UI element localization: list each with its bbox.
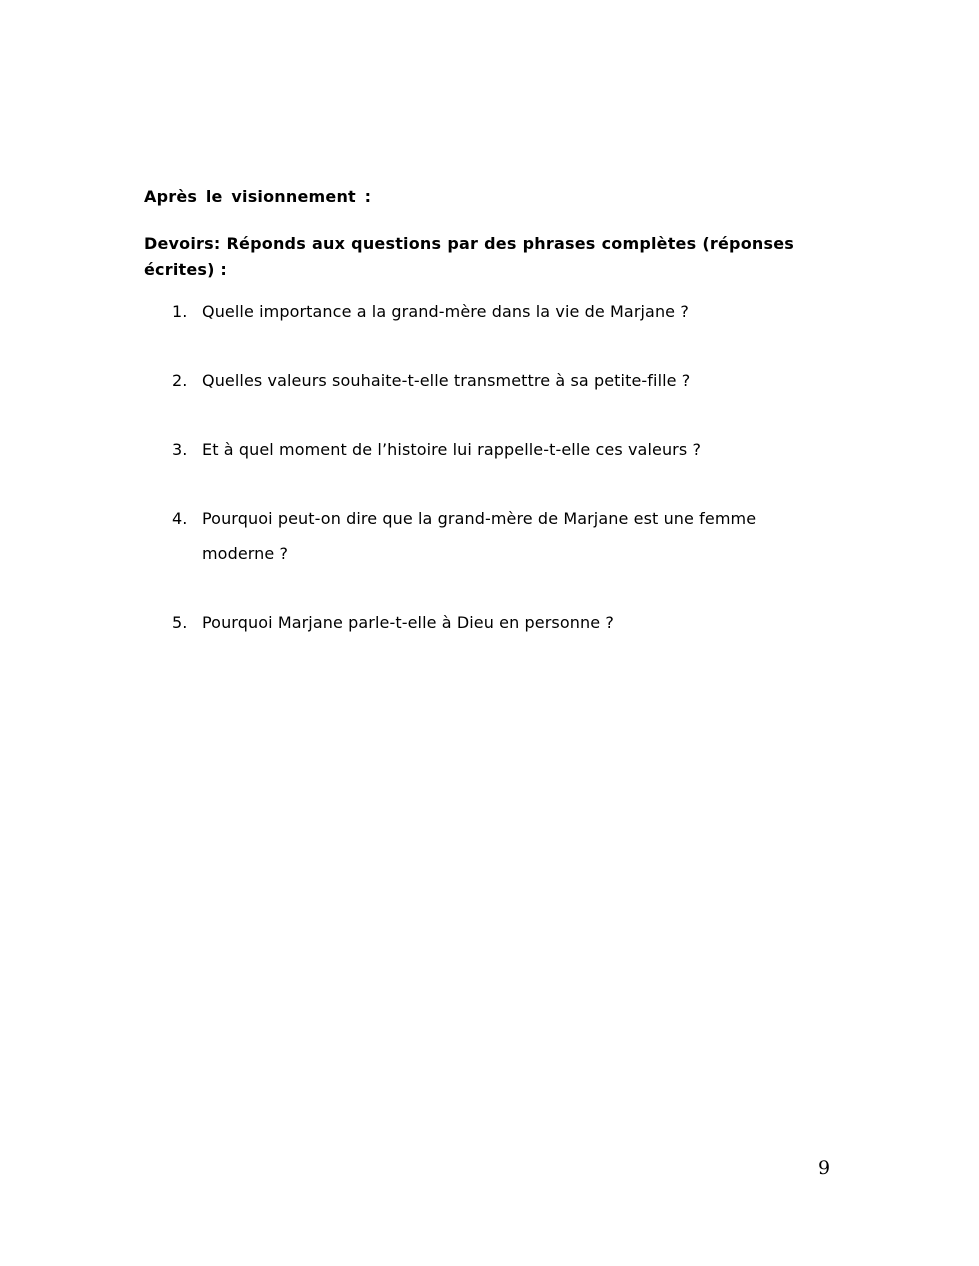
question-text: Pourquoi Marjane parle-t-elle à Dieu en personne ? [202,612,614,632]
question-number: 3. [172,440,188,459]
question-text: Pourquoi peut-on dire que la grand-mère de Marjane est une femme moderne ? [202,509,757,563]
question-text: Quelles valeurs souhaite-t-elle transmettre à sa petite-fille ? [202,371,691,390]
question-item-1 [172,295,764,330]
question-item-4 [172,502,764,571]
page-number: 9 [818,1157,831,1179]
question-list [144,295,764,640]
question-number: 4. [172,509,188,528]
question-number: 2. [172,371,188,390]
question-item-5 [172,606,764,641]
question-text: Quelle importance a la grand-mère dans la vie de Marjane ? [202,302,689,321]
question-number: 5. [172,612,188,632]
question-item-2 [172,364,764,399]
question-text: Et à quel moment de l’histoire lui rappelle-t-elle ces valeurs ? [202,440,702,459]
homework-instructions: Devoirs: Réponds aux questions par des phrases complètes (réponses écrites) : [144,234,794,279]
question-number: 1. [172,302,188,321]
page-content [144,186,794,675]
section-heading: Après le visionnement : [144,187,372,206]
question-item-3 [172,433,764,468]
